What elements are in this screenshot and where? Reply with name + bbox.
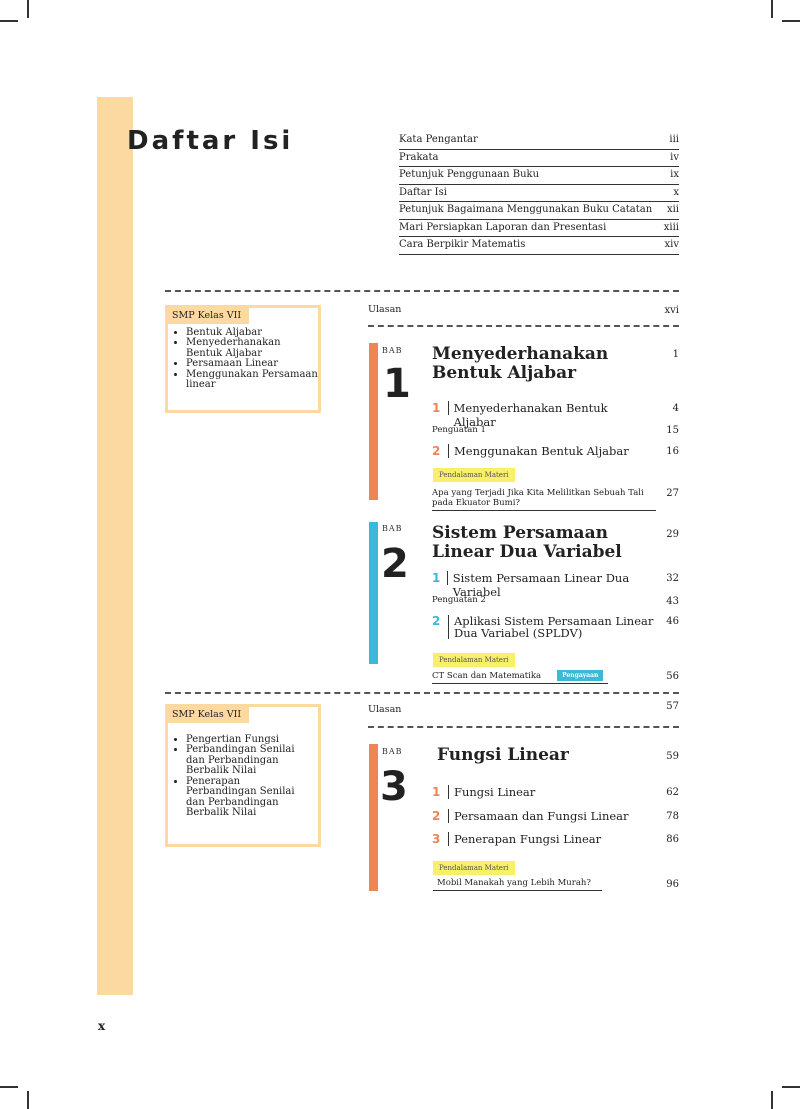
section-number: 1: [432, 401, 441, 415]
section-title: Aplikasi Sistem Persamaan Linear Dua Variabel (SPLDV): [454, 614, 654, 640]
list-item: • Pengertian Fungsi: [186, 735, 308, 746]
prerequisite-box-header: SMP Kelas VII: [168, 707, 249, 723]
crop-mark: [27, 0, 29, 18]
chapter-page: 29: [666, 529, 679, 540]
section-separator: [448, 401, 449, 415]
enrichment-tag: Pendalaman Materi: [433, 653, 515, 667]
prerequisite-list: [168, 735, 318, 819]
toc-entry[interactable]: [399, 185, 679, 203]
enrichment-tag: Pendalaman Materi: [433, 468, 515, 482]
bab-label: BAB: [382, 747, 403, 756]
toc-entry-page: iv: [670, 151, 679, 163]
toc-entry-page: ix: [670, 169, 679, 180]
prerequisite-box-header: SMP Kelas VII: [168, 308, 249, 324]
toc-entry-label: Mari Persiapkan Laporan dan Presentasi: [399, 221, 607, 233]
list-item: • Persamaan Linear: [186, 359, 318, 370]
list-item: • Menggunakan Persamaan linear: [186, 370, 318, 391]
toc-entry[interactable]: [399, 132, 679, 150]
toc-entry-page: xiii: [663, 221, 679, 233]
extra-entry-title: CT Scan dan Matematika: [432, 670, 542, 681]
toc-entry-page: x: [673, 186, 679, 198]
section-entry[interactable]: [432, 444, 647, 458]
crop-mark: [27, 1091, 29, 1109]
section-page: 32: [666, 573, 679, 584]
section-title: Fungsi Linear: [454, 785, 536, 799]
toc-entry-label: Cara Berpikir Matematis: [399, 239, 526, 250]
page-number: x: [98, 1019, 106, 1033]
section-divider: [165, 290, 679, 292]
section-divider: [165, 692, 679, 694]
section-title: Sistem Persamaan Linear Dua Variabel: [452, 571, 630, 599]
section-title: Menyederhanakan Bentuk Aljabar: [453, 401, 608, 429]
review-page: xvi: [664, 305, 679, 316]
crop-mark: [0, 1086, 18, 1088]
page-title: Daftar Isi: [127, 126, 294, 156]
chapter-title[interactable]: Menyederhanakan Bentuk Aljabar: [432, 344, 609, 383]
extra-page: 56: [666, 671, 679, 682]
toc-entry-page: iii: [669, 134, 679, 145]
section-entry[interactable]: [432, 832, 647, 846]
section-divider: [368, 726, 679, 728]
section-separator: [448, 444, 449, 458]
enrichment-tag: Pendalaman Materi: [433, 861, 515, 875]
reinforcement-entry[interactable]: Penguatan 2: [432, 595, 486, 605]
reinforcement-entry[interactable]: Penguatan 1: [432, 425, 486, 435]
section-entry[interactable]: [432, 785, 647, 799]
extra-entry[interactable]: [432, 488, 656, 511]
section-page: 4: [672, 403, 679, 414]
extra-entry[interactable]: [433, 878, 602, 891]
chapter-color-bar: [369, 343, 378, 500]
review-label[interactable]: Ulasan: [368, 304, 402, 315]
section-page: 62: [666, 787, 679, 798]
review-page: 57: [666, 701, 679, 712]
section-number: 2: [432, 614, 441, 628]
section-separator: [448, 785, 449, 799]
side-strip: [97, 97, 133, 995]
chapter-number: 2: [381, 541, 409, 587]
list-item: • Bentuk Aljabar: [186, 328, 318, 339]
toc-entry[interactable]: [399, 237, 679, 255]
extra-page: 96: [666, 879, 679, 890]
crop-mark: [782, 1086, 800, 1088]
list-item: • Perbandingan Senilai dan Perbandingan Berbalik Nilai: [186, 745, 308, 777]
crop-mark: [782, 20, 800, 22]
section-separator: [448, 615, 449, 639]
section-number: 1: [432, 571, 441, 585]
toc-entry-label: Prakata: [399, 151, 439, 163]
section-number: 1: [432, 785, 441, 799]
prerequisite-box: [165, 704, 321, 847]
section-entry[interactable]: [432, 615, 657, 639]
bab-label: BAB: [382, 346, 403, 355]
extra-entry-title: Apa yang Terjadi Jika Kita Melilitkan Sebuah Tali pada Ekuator Bumi?: [432, 488, 644, 508]
section-page: 46: [666, 616, 679, 627]
crop-mark: [0, 20, 18, 22]
extra-entry-title: Mobil Manakah yang Lebih Murah?: [437, 878, 591, 888]
chapter-title[interactable]: Fungsi Linear: [437, 745, 569, 765]
section-number: 3: [432, 832, 441, 846]
section-number: 2: [432, 809, 441, 823]
chapter-page: 59: [666, 751, 679, 762]
section-separator: [448, 832, 449, 846]
chapter-page: 1: [672, 349, 679, 360]
toc-entry[interactable]: [399, 220, 679, 238]
prerequisite-box: [165, 305, 321, 413]
chapter-number: 3: [380, 764, 408, 810]
chapter-title[interactable]: Sistem Persamaan Linear Dua Variabel: [432, 523, 622, 562]
reinforcement-page: 15: [666, 425, 679, 436]
prerequisite-list: [168, 328, 318, 391]
section-title: Penerapan Fungsi Linear: [454, 832, 602, 846]
reinforcement-page: 43: [666, 596, 679, 607]
bab-label: BAB: [382, 524, 403, 533]
toc-entry-label: Petunjuk Bagaimana Menggunakan Buku Catatan: [399, 204, 653, 215]
review-label[interactable]: Ulasan: [368, 704, 402, 715]
section-title: Menggunakan Bentuk Aljabar: [454, 444, 629, 458]
extra-page: 27: [666, 488, 679, 499]
section-title: Persamaan dan Fungsi Linear: [454, 809, 629, 823]
toc-entry[interactable]: [399, 150, 679, 168]
crop-mark: [771, 1091, 773, 1109]
section-entry[interactable]: [432, 809, 647, 823]
section-page: 78: [666, 811, 679, 822]
section-divider: [368, 325, 679, 327]
section-page: 86: [666, 834, 679, 845]
toc-entry-label: Daftar Isi: [399, 186, 447, 198]
toc-entry[interactable]: [399, 167, 679, 185]
toc-entry-label: Kata Pengantar: [399, 134, 478, 145]
list-item: • Menyederhanakan Bentuk Aljabar: [186, 338, 318, 359]
front-matter-list: [399, 132, 679, 255]
toc-entry-page: xiv: [664, 239, 679, 250]
section-separator: [448, 809, 449, 823]
crop-mark: [771, 0, 773, 18]
toc-entry-label: Petunjuk Penggunaan Buku: [399, 169, 540, 180]
enrichment-badge: Pengayaan: [557, 670, 603, 681]
chapter-color-bar: [369, 744, 378, 891]
section-page: 16: [666, 446, 679, 457]
chapter-color-bar: [369, 522, 378, 664]
section-number: 2: [432, 444, 441, 458]
extra-entry[interactable]: [432, 670, 608, 684]
list-item: • Penerapan Perbandingan Senilai dan Perbandingan Berbalik Nilai: [186, 777, 308, 819]
chapter-number: 1: [383, 361, 411, 407]
section-separator: [447, 571, 448, 585]
toc-entry[interactable]: [399, 202, 679, 220]
toc-entry-page: xii: [666, 204, 679, 215]
